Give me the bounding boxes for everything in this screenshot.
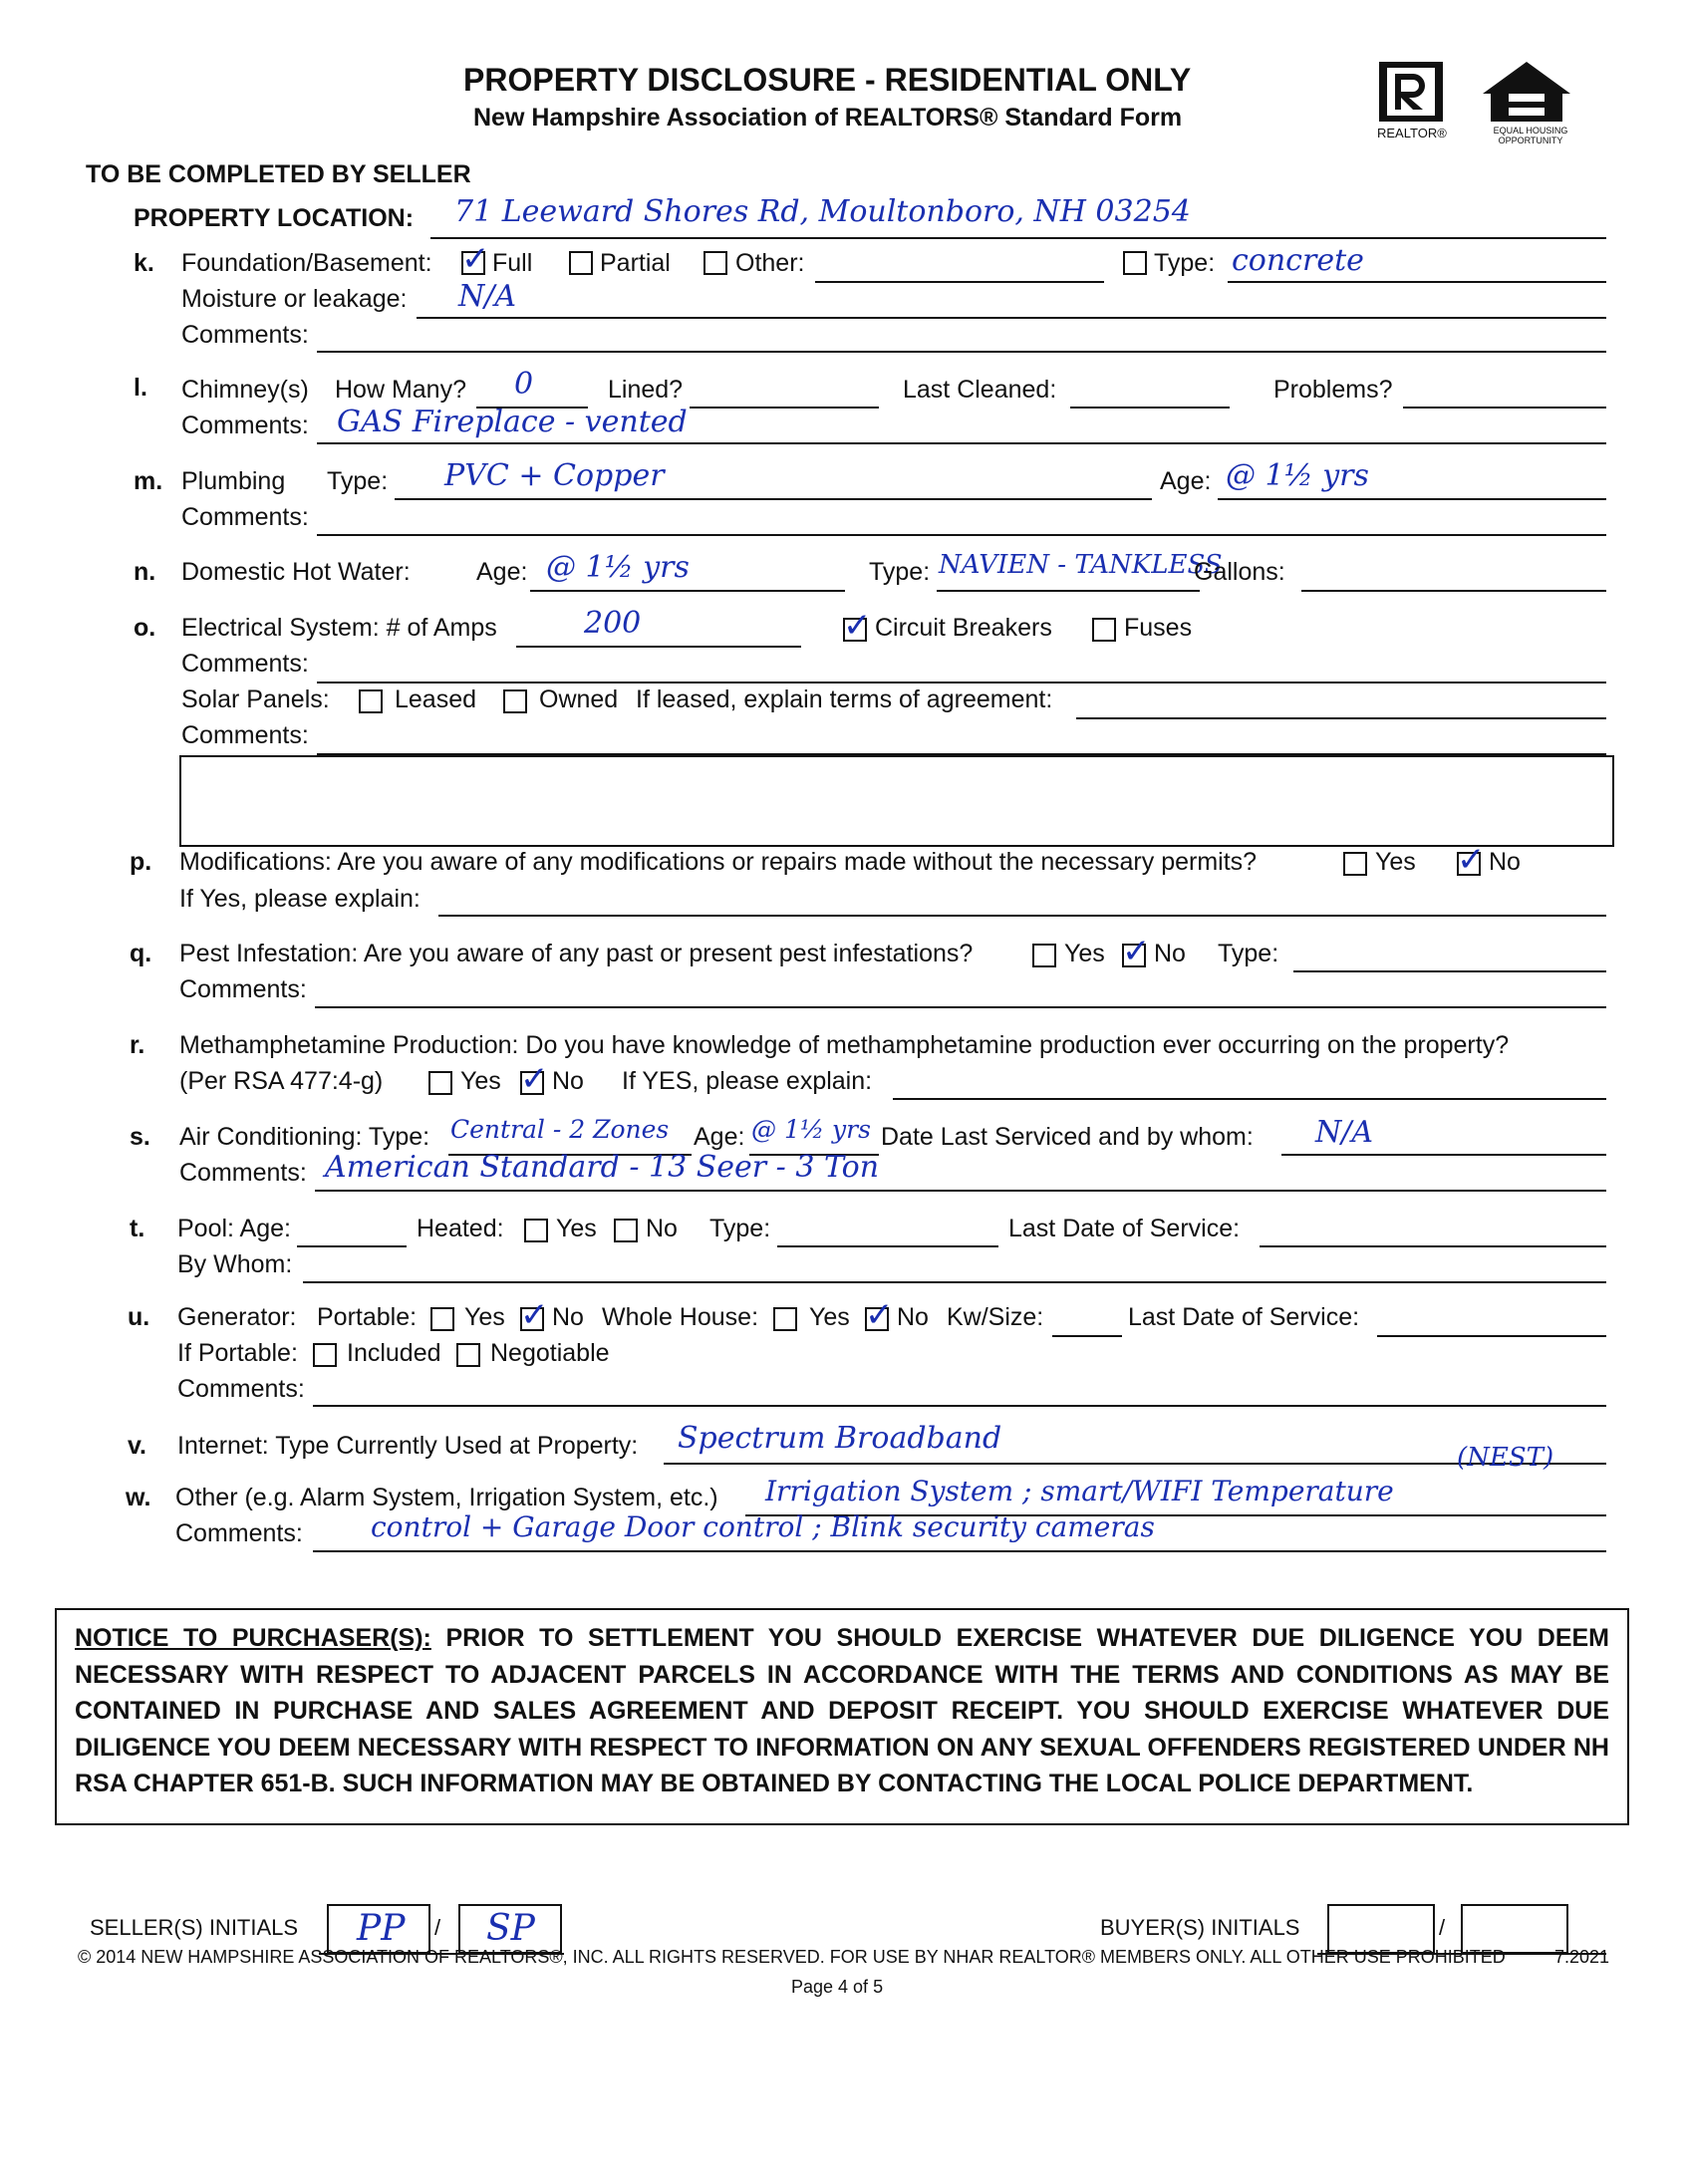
chimney-last-cleaned-label: Last Cleaned: [903, 376, 1057, 404]
realtor-logo-icon [1379, 62, 1443, 122]
page-number: Page 4 of 5 [791, 1977, 884, 1997]
generator-portable-no-label: No [552, 1303, 584, 1331]
foundation-other-label: Other: [735, 249, 805, 277]
plumbing-age-value[interactable]: @ 1½ yrs [1226, 458, 1369, 493]
solar-leased-checkbox[interactable] [359, 689, 383, 713]
generator-portable-yes-label: Yes [464, 1303, 505, 1331]
form-subtitle: New Hampshire Association of REALTORS® Standard Form [473, 104, 1183, 132]
generator-portable-label: Portable: [317, 1303, 418, 1331]
chimney-problems-label: Problems? [1273, 376, 1393, 404]
pool-heated-label: Heated: [417, 1215, 504, 1242]
ac-serviced-label: Date Last Serviced and by whom: [881, 1123, 1254, 1151]
check-mark-icon: ✓ [520, 1295, 549, 1335]
hot-water-age-label: Age: [476, 558, 528, 586]
hot-water-age-value[interactable]: @ 1½ yrs [546, 550, 690, 585]
generator-whole-yes-checkbox[interactable] [773, 1307, 797, 1331]
item-letter-v: v. [128, 1432, 146, 1460]
equal-housing-icon [1479, 60, 1574, 124]
modifications-yes-checkbox[interactable] [1343, 852, 1367, 876]
chimney-comments-label: Comments: [181, 411, 309, 439]
solar-comments-box[interactable] [179, 755, 1614, 847]
ac-type-label: Air Conditioning: Type: [179, 1123, 430, 1151]
generator-whole-yes-label: Yes [809, 1303, 850, 1331]
item-letter-w: w. [126, 1484, 151, 1511]
moisture-label: Moisture or leakage: [181, 285, 408, 313]
check-mark-icon: ✓ [843, 606, 872, 646]
hot-water-type-label: Type: [869, 558, 931, 586]
item-letter-s: s. [130, 1123, 150, 1151]
foundation-type-label: Type: [1154, 249, 1216, 277]
pool-by-whom-label: By Whom: [177, 1250, 293, 1278]
ac-age-value[interactable]: @ 1½ yrs [751, 1115, 871, 1144]
internet-label: Internet: Type Currently Used at Property: [177, 1432, 639, 1460]
plumbing-type-value[interactable]: PVC + Copper [444, 458, 665, 493]
foundation-other-checkbox[interactable] [703, 251, 727, 275]
generator-last-service-label: Last Date of Service: [1128, 1303, 1360, 1331]
foundation-label: Foundation/Basement: [181, 249, 432, 277]
item-letter-m: m. [134, 467, 163, 495]
chimney-lined-label: Lined? [608, 376, 684, 404]
generator-whole-house-label: Whole House: [602, 1303, 759, 1331]
ac-type-value[interactable]: Central - 2 Zones [450, 1115, 670, 1144]
meth-explain-label: If YES, please explain: [622, 1067, 873, 1095]
initials-separator: / [1439, 1915, 1446, 1940]
generator-label: Generator: [177, 1303, 297, 1331]
foundation-partial-label: Partial [600, 249, 671, 277]
chimney-how-many-label: How Many? [335, 376, 466, 404]
foundation-type-value[interactable]: concrete [1232, 243, 1364, 278]
other-systems-label: Other (e.g. Alarm System, Irrigation System, etc.) [175, 1484, 718, 1511]
internet-value[interactable]: Spectrum Broadband [678, 1421, 1002, 1456]
equal-housing-label: EQUAL HOUSING OPPORTUNITY [1493, 126, 1568, 145]
notice-to-purchasers [55, 1608, 1629, 1825]
item-letter-o: o. [134, 614, 156, 642]
other-systems-comments-value[interactable]: control + Garage Door control ; Blink security cameras [371, 1510, 1155, 1543]
pest-no-label: No [1154, 940, 1186, 967]
foundation-type-checkbox[interactable] [1123, 251, 1147, 275]
solar-comments-label: Comments: [181, 721, 309, 749]
meth-question: Methamphetamine Production: Do you have knowledge of methamphetamine production ever occurring on the property? [179, 1031, 1510, 1059]
form-title: PROPERTY DISCLOSURE - RESIDENTIAL ONLY [463, 62, 1192, 98]
check-mark-icon: ✓ [1457, 840, 1486, 880]
ac-serviced-value[interactable]: N/A [1315, 1115, 1374, 1150]
pool-type-label: Type: [709, 1215, 771, 1242]
plumbing-age-label: Age: [1160, 467, 1212, 495]
item-letter-r: r. [130, 1031, 145, 1059]
pest-type-label: Type: [1218, 940, 1279, 967]
moisture-value[interactable]: N/A [458, 279, 517, 314]
notice-heading: NOTICE TO PURCHASER(S): [75, 1624, 431, 1652]
check-mark-icon: ✓ [865, 1295, 894, 1335]
other-systems-comments-label: Comments: [175, 1519, 303, 1547]
buyer-initials-label: BUYER(S) INITIALS [1100, 1915, 1300, 1940]
plumbing-comments-label: Comments: [181, 503, 309, 531]
foundation-partial-checkbox[interactable] [569, 251, 593, 275]
circuit-breakers-label: Circuit Breakers [875, 614, 1052, 642]
seller-initial-1: PP [357, 1908, 406, 1949]
electrical-label: Electrical System: # of Amps [181, 614, 497, 642]
meth-no-label: No [552, 1067, 584, 1095]
solar-panels-label: Solar Panels: [181, 685, 330, 713]
modifications-question: Modifications: Are you aware of any modifications or repairs made without the necessary permits? [179, 848, 1258, 876]
form-version: 7.2021 [1554, 1947, 1610, 1967]
hot-water-gallons-label: Gallons: [1194, 558, 1285, 586]
chimney-comments-value[interactable]: GAS Fireplace - vented [337, 405, 688, 439]
pool-heated-yes-label: Yes [556, 1215, 597, 1242]
pool-heated-yes-checkbox[interactable] [524, 1219, 548, 1242]
pest-question: Pest Infestation: Are you aware of any past or present pest infestations? [179, 940, 974, 967]
foundation-comments-label: Comments: [181, 321, 309, 349]
solar-owned-checkbox[interactable] [503, 689, 527, 713]
item-letter-l: l. [134, 374, 147, 402]
plumbing-label: Plumbing [181, 467, 286, 495]
solar-terms-label: If leased, explain terms of agreement: [636, 685, 1053, 713]
pool-age-label: Pool: Age: [177, 1215, 291, 1242]
generator-if-portable-label: If Portable: [177, 1339, 298, 1367]
pool-last-service-label: Last Date of Service: [1008, 1215, 1241, 1242]
plumbing-type-label: Type: [327, 467, 389, 495]
meth-rsa-label: (Per RSA 477:4-g) [179, 1067, 384, 1095]
pest-yes-label: Yes [1064, 940, 1105, 967]
modifications-explain-label: If Yes, please explain: [179, 885, 421, 913]
other-systems-value[interactable]: Irrigation System ; smart/WIFI Temperature [765, 1475, 1394, 1507]
meth-yes-label: Yes [460, 1067, 501, 1095]
notice-body: PRIOR TO SETTLEMENT YOU SHOULD EXERCISE WHATEVER DUE DILIGENCE YOU DEEM NECESSARY WITH RESPECT TO ADJACENT PARCELS IN ACCORDANCE WITH THE TERMS AND CONDITIONS AS MAY BE CONTAINED IN PURCHASE AND SALES AGREEMENT AND DEPOSIT RECEIPT. YOU SHOULD EXERCISE WHATEVER DUE DILIGENCE YOU DEEM NECESSARY WITH RESPECT TO INFORMATION ON ANY SEXUAL OFFENDERS REGISTERED UNDER NH RSA CHAPTER 651-B. SUCH INFORMATION MAY BE OBTAINED BY CONTACTING THE LOCAL POLICE DEPARTMENT. [75, 1624, 1609, 1797]
chimney-how-many-value[interactable]: 0 [514, 367, 534, 402]
electrical-comments-label: Comments: [181, 650, 309, 678]
realtor-label: REALTOR® [1377, 126, 1447, 140]
modifications-no-label: No [1489, 848, 1521, 876]
electrical-amps-value[interactable]: 200 [584, 606, 642, 641]
item-letter-t: t. [130, 1215, 145, 1242]
hot-water-type-value[interactable]: NAVIEN - TANKLESS [939, 550, 1223, 580]
property-location-value[interactable]: 71 Leeward Shores Rd, Moultonboro, NH 03254 [454, 194, 1191, 229]
seller-initials-label: SELLER(S) INITIALS [90, 1915, 299, 1940]
hot-water-label: Domestic Hot Water: [181, 558, 411, 586]
meth-yes-checkbox[interactable] [428, 1071, 452, 1095]
pest-comments-label: Comments: [179, 975, 307, 1003]
generator-included-checkbox[interactable] [313, 1343, 337, 1367]
generator-comments-label: Comments: [177, 1375, 305, 1403]
generator-negotiable-label: Negotiable [490, 1339, 610, 1367]
other-systems-note: (NEST) [1457, 1443, 1554, 1473]
fuses-label: Fuses [1124, 614, 1193, 642]
copyright-notice: © 2014 NEW HAMPSHIRE ASSOCIATION OF REALTORS®, INC. ALL RIGHTS RESERVED. FOR USE BY NHAR REALTOR® MEMBERS ONLY. ALL OTHER USE PROHIBITED [78, 1947, 1506, 1967]
item-letter-q: q. [130, 940, 152, 967]
property-location-label: PROPERTY LOCATION: [134, 204, 415, 232]
foundation-full-label: Full [492, 249, 533, 277]
pest-yes-checkbox[interactable] [1032, 944, 1056, 967]
solar-leased-label: Leased [395, 685, 477, 713]
generator-kw-label: Kw/Size: [947, 1303, 1044, 1331]
generator-negotiable-checkbox[interactable] [456, 1343, 480, 1367]
fuses-checkbox[interactable] [1092, 618, 1116, 642]
ac-comments-value[interactable]: American Standard - 13 Seer - 3 Ton [325, 1150, 880, 1185]
check-mark-icon: ✓ [1122, 932, 1151, 971]
item-letter-u: u. [128, 1303, 150, 1331]
item-letter-k: k. [134, 249, 154, 277]
chimney-label: Chimney(s) [181, 376, 309, 404]
ac-age-label: Age: [694, 1123, 745, 1151]
ac-comments-label: Comments: [179, 1159, 307, 1187]
seller-initial-2: SP [486, 1908, 535, 1949]
initials-separator: / [434, 1915, 441, 1940]
pool-heated-no-checkbox[interactable] [614, 1219, 638, 1242]
generator-included-label: Included [347, 1339, 441, 1367]
check-mark-icon: ✓ [520, 1059, 549, 1099]
check-mark-icon: ✓ [461, 239, 490, 279]
item-letter-n: n. [134, 558, 156, 586]
solar-owned-label: Owned [539, 685, 619, 713]
generator-whole-no-label: No [897, 1303, 929, 1331]
section-heading: TO BE COMPLETED BY SELLER [86, 160, 471, 188]
item-letter-p: p. [130, 848, 152, 876]
pool-heated-no-label: No [646, 1215, 678, 1242]
generator-portable-yes-checkbox[interactable] [430, 1307, 454, 1331]
modifications-yes-label: Yes [1375, 848, 1416, 876]
